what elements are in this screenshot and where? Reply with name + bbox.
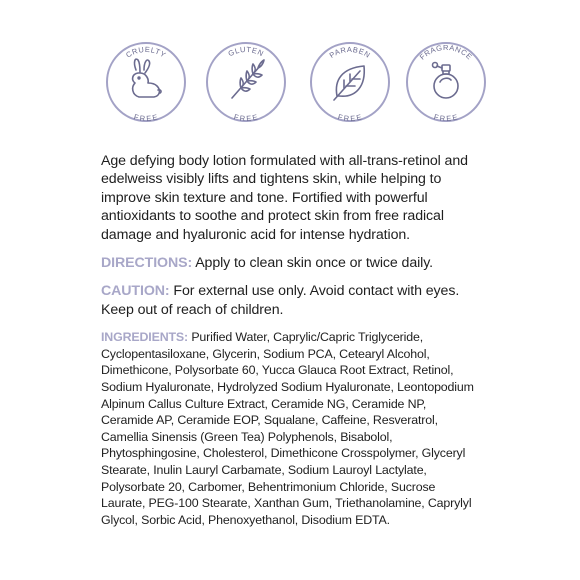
caution-label: CAUTION: <box>101 283 170 300</box>
badge-top-label: CRUELTY <box>124 44 168 60</box>
fragrance-free-badge <box>404 40 488 124</box>
cruelty-free-badge <box>104 40 188 124</box>
directions-label: DIRECTIONS: <box>101 255 193 272</box>
badge-top-label: GLUTEN <box>226 44 266 59</box>
leaf-icon <box>334 66 364 100</box>
paraben-free-badge <box>308 40 392 124</box>
ingredients-label: INGREDIENTS: <box>101 330 189 345</box>
badge-top-label: PARABEN <box>327 44 373 60</box>
gluten-free-badge <box>204 40 288 124</box>
svg-text:FRAGRANCE <box>418 43 474 62</box>
caution-text: For external use only. Avoid contact with eyes. Keep out of reach of children. <box>101 283 460 318</box>
badge-bottom-label: FREE <box>232 112 260 124</box>
product-info <box>101 152 481 528</box>
ingredients-text: Purified Water, Caprylic/Capric Triglyceride, Cyclopentasiloxane, Glycerin, Sodium PCA, Cetearyl Alcohol, Dimethicone, Polysorbate 60, Yucca Glauca Root Extract, Retinol, Sodium Hyaluronate, Hydrolyzed Sodium Hyaluronate, Leontopodium Alpinum Callus Culture Extract, Ceramide NG, Ceramide NP, Ceramide AP, Ceramide EOP, Squalane, Caffeine, Resveratrol, Camellia Sinensis (Green Tea) Polyphenols, Bisabolol, Phytosphingosine, Cholesterol, Dimethicone Crosspolymer, Glyceryl Stearate, Inulin Lauryl Carbamate, Sodium Lauroyl Lactylate, Polysorbate 20, Carbomer, Behentrimonium Chloride, Sucrose Laurate, PEG-100 Stearate, Xanthan Gum, Triethanolamine, Caprylyl Glycol, Sorbic Acid, Phenoxyethanol, Disodium EDTA. <box>101 330 474 527</box>
bunny-icon <box>133 59 161 97</box>
caution-section <box>101 282 481 319</box>
badge-bottom-label: FREE <box>132 112 160 124</box>
svg-text:GLUTEN <box>227 45 266 58</box>
free-from-badges <box>0 40 580 136</box>
badge-bottom-label: FREE <box>432 112 460 124</box>
perfume-bottle-icon <box>433 63 459 99</box>
product-description: Age defying body lotion formulated with all-trans-retinol and edelweiss visibly lifts and tightens skin, while helping to improve skin texture and tone. Fortified with powerful antioxidants to soothe and protect skin from free radical damage and hyaluronic acid for intense hydration. <box>101 153 468 243</box>
badge-top-label: FRAGRANCE <box>417 42 475 62</box>
ingredients-section <box>101 329 481 528</box>
badge-bottom-label: FREE <box>336 112 364 124</box>
directions-section <box>101 254 481 272</box>
wheat-icon <box>232 60 264 98</box>
directions-text: Apply to clean skin once or twice daily. <box>195 255 434 272</box>
